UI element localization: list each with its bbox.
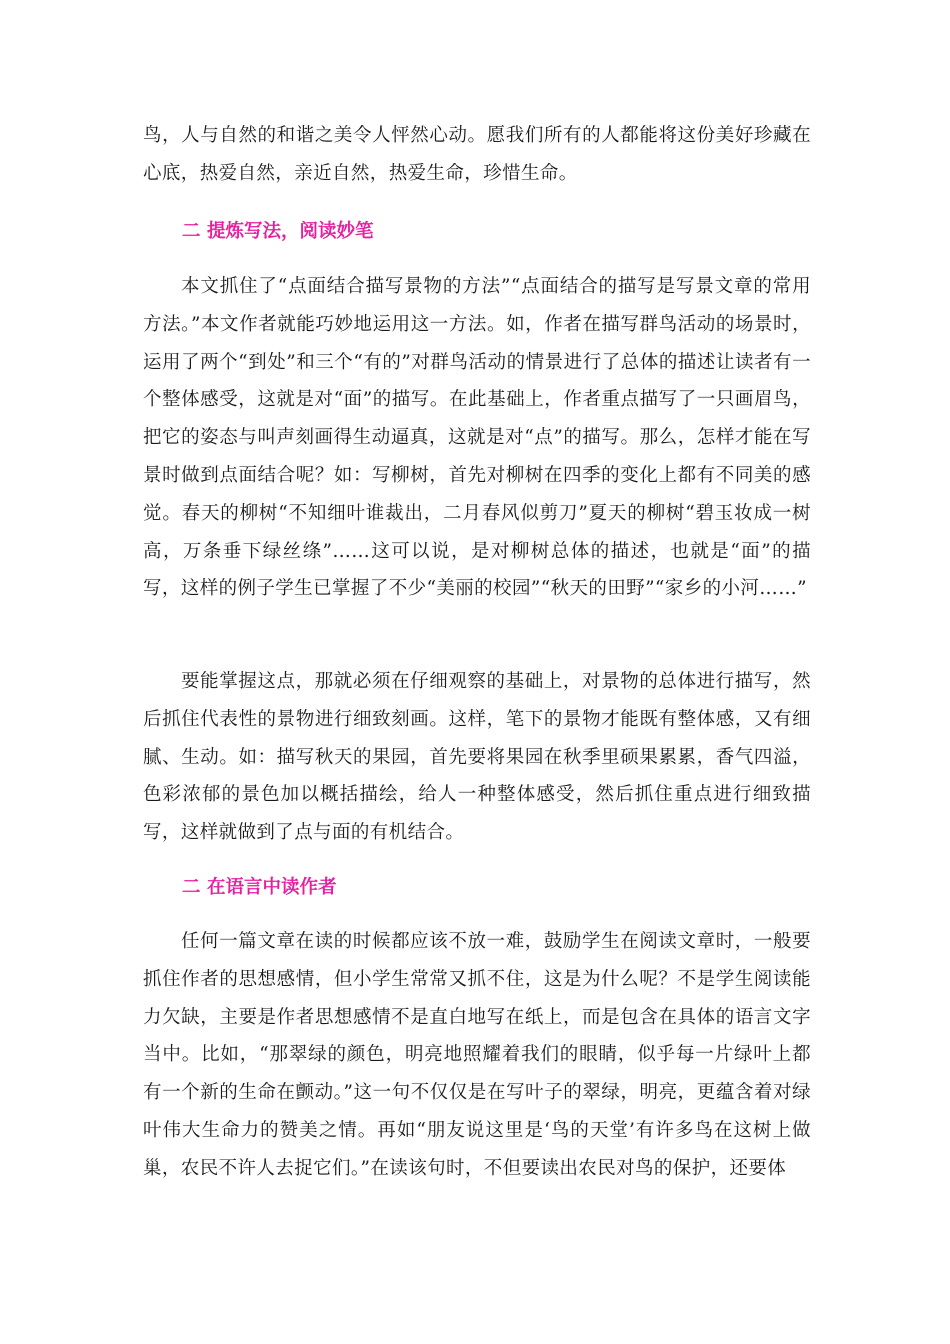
section-heading-writing-method: 二 提炼写法，阅读妙笔 xyxy=(182,221,374,242)
paragraph-intro-continuation: 鸟，人与自然的和谐之美令人怦然心动。愿我们所有的人都能将这份美好珍藏在心底，热爱自然，亲近自然，热爱生命，珍惜生命。 xyxy=(143,125,811,184)
section-heading-reading-author: 二 在语言中读作者 xyxy=(182,877,337,898)
paragraph-author-emotion: 任何一篇文章在读的时候都应该不放一难，鼓励学生在阅读文章时，一般要抓住作者的思想感情，但小学生常常又抓不住，这是为什么呢？不是学生阅读能力欠缺，主要是作者思想感情不是直白地写在纸上，而是包含在具体的语言文字当中。比如，“那翠绿的颜色，明亮地照耀着我们的眼睛，似乎每一片绿叶上都有一个新的生命在颤动。”这一句不仅仅是在写叶子的翠绿，明亮，更蕴含着对绿叶伟大生命力的赞美之情。再如“朋友说这里是‘鸟的天堂’有许多鸟在这树上做巢，农民不许人去捉它们。”在读该句时，不但要读出农民对鸟的保护，还要体 xyxy=(143,931,811,1179)
paragraph-point-surface-method: 本文抓住了“点面结合描写景物的方法”“点面结合的描写是写景文章的常用方法。”本文作者就能巧妙地运用这一方法。如，作者在描写群鸟活动的场景时，运用了两个“到处”和三个“有的”对群鸟活动的情景进行了总体的描述让读者有一个整体感受，这就是对“面”的描写。在此基础上，作者重点描写了一只画眉鸟，把它的姿态与叫声刻画得生动逼真，这就是对“点”的描写。那么，怎样才能在写景时做到点面结合呢？如：写柳树，首先对柳树在四季的变化上都有不同美的感觉。春天的柳树“不知细叶谁裁出，二月春风似剪刀”夏天的柳树“碧玉妆成一树高，万条垂下绿丝绦”……这可以说，是对柳树总体的描述，也就是“面”的描写，这样的例子学生已掌握了不少“美丽的校园”“秋天的田野”“家乡的小河……” xyxy=(143,276,811,600)
paragraph-mastering-technique: 要能掌握这点，那就必须在仔细观察的基础上，对景物的总体进行描写，然后抓住代表性的景物进行细致刻画。这样，笔下的景物才能既有整体感，又有细腻、生动。如：描写秋天的果园，首先要将果园在秋季里硕果累累，香气四溢，色彩浓郁的景色加以概括描绘，给人一种整体感受，然后抓住重点进行细致描写，这样就做到了点与面的有机结合。 xyxy=(143,671,811,844)
